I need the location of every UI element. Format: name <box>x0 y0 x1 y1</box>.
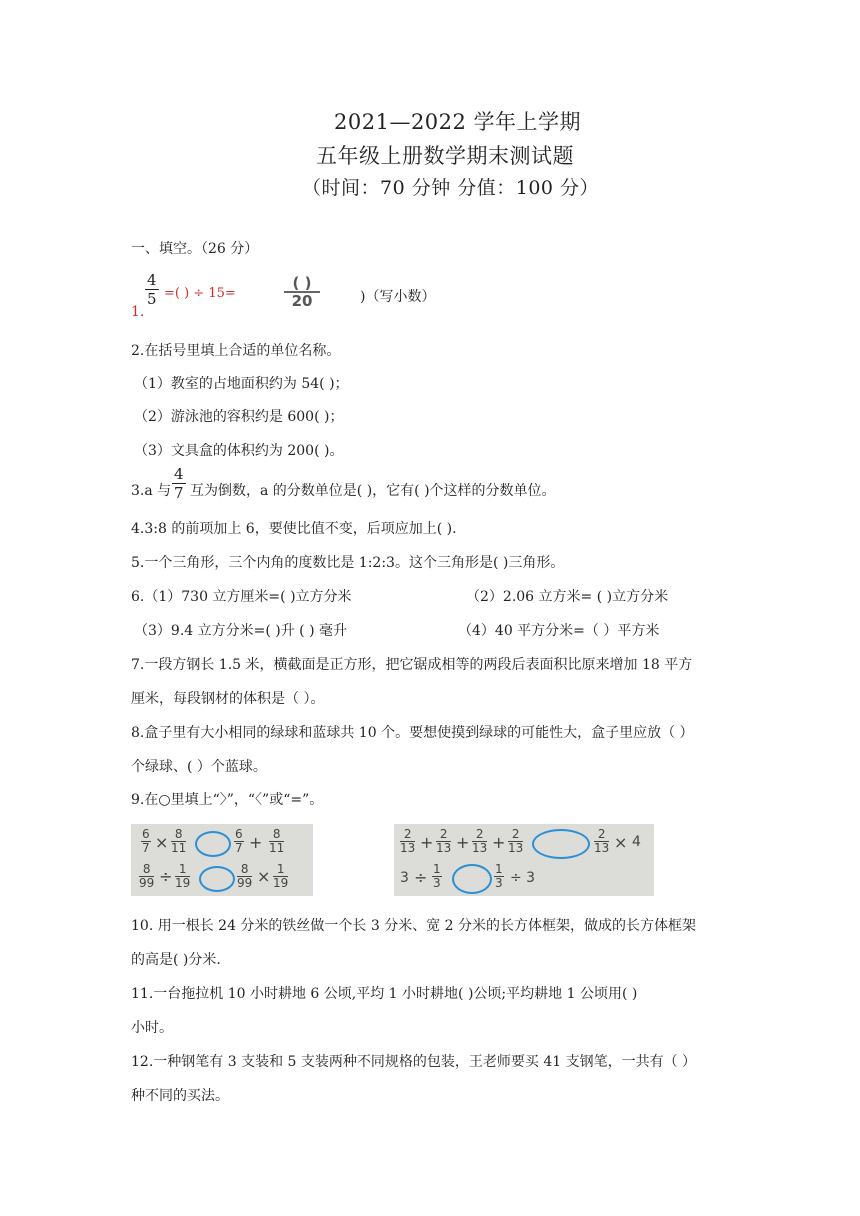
compare-circle[interactable] <box>199 866 235 892</box>
exam-subject-title: 五年级上册数学期末测试题 <box>316 144 574 168</box>
compare-circle[interactable] <box>195 831 231 857</box>
fraction: 2 13 <box>436 827 452 855</box>
fraction: 6 7 <box>142 827 150 855</box>
q10-line-1: 10. 用一根长 24 分米的铁丝做一个长 3 分米、宽 2 分米的长方体框架，做成的长方体框架 <box>131 918 697 934</box>
q8-line-2: 个绿球、( ）个蓝球。 <box>131 759 267 775</box>
fraction: 8 99 <box>139 862 155 890</box>
plus-sign: + <box>249 833 263 852</box>
q9-right-problems-image <box>394 824 654 896</box>
fraction: 8 11 <box>269 827 285 855</box>
q11-line-1: 11.一台拖拉机 10 小时耕地 6 公顷,平均 1 小时耕地( )公顷;平均耕地 1 公顷用( ) <box>131 986 638 1002</box>
q1-fraction <box>145 271 159 308</box>
fraction: 6 7 <box>235 827 243 855</box>
q2-part-3: （3）文具盒的体积约为 200( )。 <box>134 443 344 459</box>
q9-stem: 9.在○里填上“〉”，“〈”或“=”。 <box>131 792 324 808</box>
q6-part-3: （3）9.4 立方分米=( )升 ( ) 毫升 <box>134 623 348 639</box>
fraction: 2 13 <box>594 827 610 855</box>
q9-left-problems-image <box>131 824 313 896</box>
integer: 3 <box>400 870 409 886</box>
fraction: 2 13 <box>400 827 416 855</box>
fraction: 8 99 <box>237 862 253 890</box>
q3-fraction-denominator: 7 <box>174 484 184 502</box>
q1-image-numerator: ( ) <box>284 275 320 293</box>
q3-fraction-numerator: 4 <box>174 465 184 483</box>
q4-text: 4.3:8 的前项加上 6，要使比值不变，后项应加上( ). <box>131 521 457 537</box>
exam-year-title: 2021—2022 学年上学期 <box>334 110 582 134</box>
times-sign: × <box>155 833 169 852</box>
q11-line-2: 小时。 <box>131 1020 173 1036</box>
times-sign: × <box>614 833 628 852</box>
plus-sign: + <box>492 833 506 852</box>
fraction: 1 3 <box>495 862 503 890</box>
q10-line-2: 的高是( )分米. <box>131 952 221 968</box>
exam-time-score: （时间：70 分钟 分值：100 分） <box>302 177 600 199</box>
q1-fraction-denominator: 5 <box>147 290 157 308</box>
fraction: 1 19 <box>273 862 289 890</box>
q1-fraction-image <box>284 275 320 309</box>
q12-line-2: 种不同的买法。 <box>131 1088 229 1104</box>
q3-suffix: 互为倒数，a 的分数单位是( )，它有( )个这样的分数单位。 <box>190 483 556 499</box>
plus-sign: + <box>420 833 434 852</box>
q6-part-4: （4）40 平方分米=（ ）平方米 <box>458 623 660 639</box>
q1-tail: )（写小数） <box>360 289 436 305</box>
fraction: 8 11 <box>171 827 187 855</box>
q5-text: 5.一个三角形，三个内角的度数比是 1:2:3。这个三角形是( )三角形。 <box>131 555 565 571</box>
plus-sign: + <box>456 833 470 852</box>
q7-line-1: 7.一段方钢长 1.5 米，横截面是正方形，把它锯成相等的两段后表面积比原来增加 18 平方 <box>131 657 693 673</box>
q8-line-1: 8.盒子里有大小相同的绿球和蓝球共 10 个。要想使摸到绿球的可能性大，盒子里应放（ ） <box>131 725 694 741</box>
section-heading: 一、填空。（26 分） <box>131 241 259 257</box>
divide-sign: ÷ <box>414 868 428 887</box>
fraction: 1 3 <box>433 862 441 890</box>
q6-part-2: （2）2.06 立方米= ( )立方分米 <box>466 589 669 605</box>
divide-by-three: ÷ 3 <box>510 870 536 886</box>
fraction: 1 19 <box>175 862 191 890</box>
q2-stem: 2.在括号里填上合适的单位名称。 <box>131 343 341 359</box>
divide-sign: ÷ <box>159 867 173 886</box>
q2-part-2: （2）游泳池的容积约是 600( )； <box>134 409 344 425</box>
q12-line-1: 12.一种钢笔有 3 支装和 5 支装两种不同规格的包装，王老师要买 41 支钢笔，一共有（ ） <box>131 1054 697 1070</box>
compare-circle[interactable] <box>452 864 492 894</box>
q1-number: 1. <box>131 304 145 320</box>
fraction: 2 13 <box>508 827 524 855</box>
q7-line-2: 厘米，每段钢材的体积是（ ）。 <box>131 691 325 707</box>
times-sign: × <box>257 867 271 886</box>
compare-circle[interactable] <box>532 829 590 859</box>
q3-fraction <box>172 465 186 502</box>
integer: 4 <box>632 834 641 850</box>
q2-part-1: （1）教室的占地面积约为 54( )； <box>134 376 349 392</box>
q1-image-denominator: 20 <box>291 292 313 310</box>
q1-middle: =( ) ÷ 15= <box>164 286 236 301</box>
fraction: 2 13 <box>472 827 488 855</box>
q3-prefix: 3.a 与 <box>131 483 172 499</box>
q6-part-1: 6.（1）730 立方厘米=( )立方分米 <box>131 589 352 605</box>
q1-fraction-numerator: 4 <box>147 271 157 289</box>
